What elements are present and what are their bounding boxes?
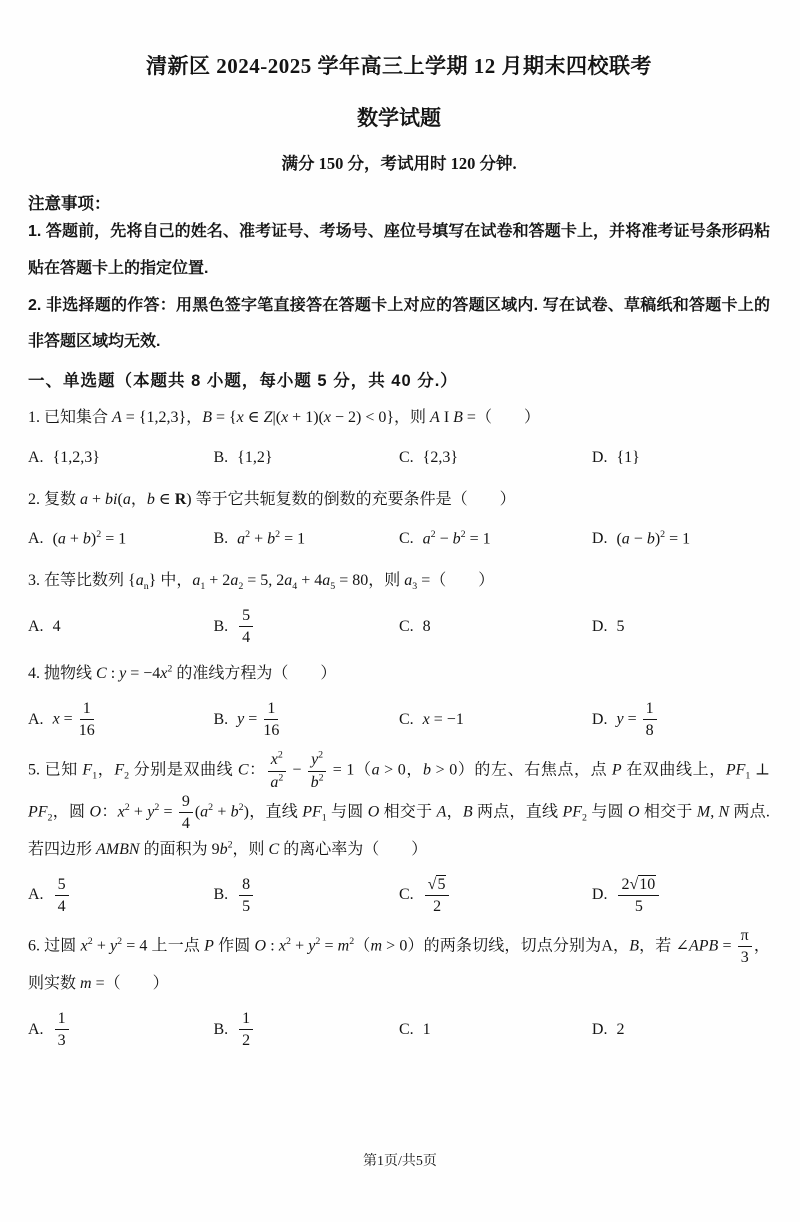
option-value: 8 [422,617,431,635]
option-value [423,875,452,916]
question-5-options [28,875,770,916]
question-1-option-A [28,443,214,473]
question-6-option-A [28,1009,214,1050]
question-4-option-A [28,699,214,740]
fraction: $\frac{1}{8}$ [643,699,657,740]
question-2 [28,483,770,555]
option-label: C. [399,530,414,548]
question-3-option-D [592,612,770,642]
option-value: 2 [616,1020,625,1038]
question-4-option-D [592,699,770,740]
option-value [237,1009,255,1050]
fraction: $\frac{5}{4}$ [239,606,253,647]
exam-info-line: 满分 150 分，考试用时 120 分钟. [281,154,517,173]
option-label: D. [591,617,608,635]
option-label: B. [213,530,229,548]
option-value [53,875,71,916]
notice-heading: 注意事项： [28,195,111,213]
option-value [237,606,255,647]
option-value: {1} [616,448,640,466]
question-4-option-C [399,705,592,735]
fraction: $\frac{1}{2}$ [239,1009,253,1050]
option-label: A. [28,448,44,466]
question-6-option-B [214,1009,400,1050]
option-value: x = −1 [422,710,464,728]
page-footer: 第1页/共5页 [363,1154,437,1169]
question-1-option-B [214,443,400,473]
fraction: $\frac{8}{5}$ [239,875,253,916]
option-label: A. [28,617,44,635]
fraction: $\frac{√5}{2}$ [425,875,450,916]
question-3-options [28,606,770,647]
option-label: D. [591,448,608,466]
question-5-option-C [399,875,592,916]
option-value [53,1009,71,1050]
option-label: D. [591,886,608,904]
option-label: B. [213,710,229,728]
question-5-option-B [214,875,400,916]
question-2-stem: 2. 复数 a + bi(a，b ∈ R) 等于它共轭复数的倒数的充要条件是（ ） [28,490,516,508]
option-value: $a^2 + b^2 = 1$ [237,529,306,548]
option-label: B. [213,617,229,635]
question-4-option-B [214,699,400,740]
option-value: $(a - b)^2 = 1$ [616,529,691,548]
question-5 [28,750,770,916]
question-4-options [28,699,770,740]
option-label: C. [399,617,414,635]
option-value: x = $\frac{1}{16}$ [52,699,95,740]
section-heading: 一、单选题（本题共 8 小题，每小题 5 分，共 40 分.） [28,372,458,391]
option-label: C. [399,1020,414,1038]
option-label: B. [213,448,229,466]
question-3-option-B [214,606,400,647]
question-4 [28,657,770,740]
question-6 [28,926,770,1050]
option-value: $a^2 - b^2 = 1$ [422,529,491,548]
fraction: $\frac{5}{4}$ [55,875,69,916]
notice-list [28,214,770,361]
notice-item-2: 2. 非选择题的作答：用黑色签字笔直接答在答题卡上对应的答题区域内. 写在试卷、草稿纸和答题卡上的非答题区域均无效. [28,296,770,351]
option-label: C. [399,710,414,728]
question-2-options [28,524,770,554]
question-5-option-D [592,875,770,916]
option-value: 1 [422,1020,431,1038]
question-1-option-C [399,443,592,473]
option-value [616,875,661,916]
question-6-option-C [399,1015,592,1045]
option-value: y = $\frac{1}{8}$ [616,699,658,740]
option-value: {2,3} [422,448,459,466]
option-label: C. [399,448,414,466]
question-3 [28,564,770,647]
question-6-options [28,1009,770,1050]
fraction: $\frac{1}{16}$ [263,699,280,740]
question-5-stem: 5. 已知 $F_1$，$F_2$ 分别是双曲线 C： $\frac{x^2}{a^2}$ − $\frac{y^2}{b^2}$ = 1（a > 0，b > 0）的左、右焦点，点 P 在双曲线上，$PF_1$ ⊥ $PF_2$，圆 O：$x^2 + y^2$ = $\frac{9}{4}$ $(a^2 + b^2)$，直线 $PF_1$ 与圆 O 相交于 A，B 两点，直线 $PF_2$ 与圆 O 相交于 M, N 两点. 若四边形 AMBN 的面积为 $9b^2$，则 C 的离心率为（ ） [28,749,770,859]
option-value [237,875,255,916]
question-4-stem: 4. 抛物线 C : $y = -4x^2$ 的准线方程为（ ） [28,664,337,683]
question-list [28,401,770,1050]
question-1-stem: 1. 已知集合 A = {1,2,3}，B = {x ∈ Z|(x + 1)(x − 2) < 0}，则 A I B =（ ） [28,409,540,427]
option-label: C. [399,886,414,904]
option-label: A. [28,886,44,904]
option-label: A. [28,710,44,728]
fraction: $\frac{1}{3}$ [55,1009,69,1050]
option-label: D. [591,1020,608,1038]
fraction: $\frac{y^2}{b^2}$ [308,750,326,791]
option-value: $(a + b)^2 = 1$ [52,529,127,548]
option-value: {1,2} [237,448,273,466]
question-5-option-A [28,875,214,916]
square-root: √5 [427,875,446,893]
question-1 [28,401,770,473]
notice-item-1: 1. 答题前，先将自己的姓名、准考证号、考场号、座位号填写在试卷和答题卡上，并将准考证号条形码粘贴在答题卡上的指定位置. [28,223,770,277]
option-label: B. [213,1020,229,1038]
option-label: D. [591,710,608,728]
question-6-stem: 6. 过圆 $x^2 + y^2 = 4$ 上一点 P 作圆 O : $x^2 + y^2 = m^2(m > 0)$的两条切线，切点分别为A，B，若 ∠APB = $\frac{\pi}{3}$ ，则实数 m =（ ） [28,927,770,993]
option-value: 5 [616,617,625,635]
option-label: B. [213,886,229,904]
fraction: $\frac{9}{4}$ [179,792,193,833]
fraction: $\frac{2√10}{5}$ [618,875,659,916]
question-1-options [28,443,770,473]
option-value: {1,2,3} [52,448,100,466]
option-label: A. [28,1020,44,1038]
page-title: 清新区 2024-2025 学年高三上学期 12 月期末四校联考 [146,54,652,78]
fraction: $\frac{1}{16}$ [78,699,95,740]
question-2-option-B [214,524,400,554]
fraction: $\frac{\pi}{3}$ [738,926,752,967]
option-value: y = $\frac{1}{16}$ [237,699,280,740]
option-label: D. [591,530,608,548]
question-2-option-C [399,524,592,554]
question-3-stem: 3. 在等比数列 $\{a_n\}$ 中，$a_1 + 2a_2 = 5$, $2a_4 + 4a_5 = 80$，则 $a_3$ =（ ） [28,572,495,593]
option-label: A. [28,530,44,548]
fraction: $\frac{x^2}{a^2}$ [268,750,286,791]
question-1-option-D [592,443,770,473]
page-subtitle: 数学试题 [357,106,441,130]
question-2-option-A [28,524,214,554]
question-3-option-C [399,612,592,642]
question-3-option-A [28,612,214,642]
option-value: 4 [52,617,61,635]
question-2-option-D [592,524,770,554]
square-root: √10 [629,875,656,893]
question-6-option-D [592,1015,770,1045]
